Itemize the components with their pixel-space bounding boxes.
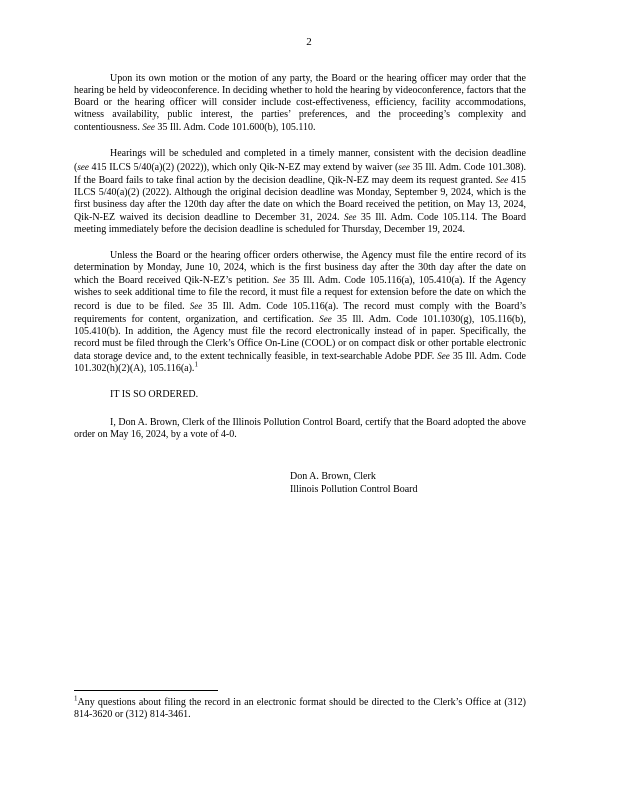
footnote-mark: 1 [74, 694, 78, 703]
hearing-schedule-paragraph [74, 148, 526, 236]
page-number: 2 [306, 36, 312, 48]
paragraph-text: 35 Ill. Adm. Code 101.308). If the Board fails to take final action by the decision deadline, Qik-N-EZ may deem its request granted. [74, 161, 527, 186]
so-ordered: IT IS SO ORDERED. [110, 389, 199, 401]
see-signal: See [319, 313, 332, 324]
paragraph-text: 415 ILCS 5/40(a)(2) (2022). Although the original decision deadline was Monday, September 9, 2024, which is the first business day after the 120th day after the date on which the Board received the petition, on May 13, 2024, Qik-N-EZ waived its decision deadline to December 31, 2024. [74, 174, 527, 223]
paragraph-text: 35 Ill. Adm. Code 101.302(h)(2)(A), 105.116(a). [74, 350, 526, 374]
paragraph-text: 35 Ill. Adm. Code 105.116(a), 105.410(a). If the Agency wishes to seek additional time to file the record, it must file a request for extension before the date on which the record is due to be filed. [74, 275, 527, 312]
see-signal: See [343, 211, 357, 222]
record-filing-paragraph [74, 250, 526, 375]
signature-title: Illinois Pollution Control Board [290, 483, 418, 495]
paragraph-text: Upon its own motion or the motion of any party, the Board or the hearing officer may order that the hearing be held by videoconference. In deciding whether to hold the hearing by videoconference, factors that the Board or the hearing officer will consider include cost-effectiveness, efficiency, facility accommodations, witness availability, public interest, the parties’ preferences, and the proceeding’s complexity and contentiousness. [74, 73, 526, 134]
paragraph-text: 35 Ill. Adm. Code 105.114. The Board meeting immediately before the decision deadline is scheduled for Thursday, December 19, 2024. [74, 211, 527, 236]
paragraph-text: 415 ILCS 5/40(a)(2) (2022)), which only Qik-N-EZ may extend by waiver ( [91, 161, 399, 173]
signature-name: Don A. Brown, Clerk [290, 471, 376, 483]
paragraph-text: Unless the Board or the hearing officer orders otherwise, the Agency must file the entire record of its determination by Monday, June 10, 2024, which is the first business day after the 30th day after the date on which the Board received Qik-N-EZ’s petition. [74, 250, 526, 287]
videoconference-paragraph [74, 73, 526, 134]
paragraph-text: 35 Ill. Adm. Code 105.116(a). The record must comply with the Board’s requirements for content, organization, and certification. [74, 300, 527, 325]
see-signal: See [273, 275, 286, 286]
see-signal: see [77, 161, 89, 172]
see-signal: See [189, 300, 203, 311]
paragraph-text: 35 Ill. Adm. Code 101.1030(g), 105.116(b), 105.410(b). In addition, the Agency must file the record electronically instead of in paper. Specifically, the record must be filed through the Clerk’s Office On-Line (COOL) or on compact disk or other portable electronic data storage device and, to the extent technically feasible, in text-searchable Adobe PDF. [74, 313, 526, 362]
citation: 35 Ill. Adm. Code 101.600(b), 105.110. [157, 122, 316, 134]
footnote-divider [74, 690, 218, 691]
see-signal: See [437, 350, 450, 361]
see-signal: see [398, 161, 410, 172]
order-body [74, 73, 526, 496]
paragraph-text: Hearings will be scheduled and completed in a timely manner, consistent with the decision deadline ( [74, 148, 526, 173]
signature-block [290, 471, 526, 496]
see-signal: See [142, 122, 155, 133]
footnote-reference[interactable]: 1 [194, 360, 198, 369]
footnote [74, 694, 526, 721]
clerk-certification: I, Don A. Brown, Clerk of the Illinois Pollution Control Board, certify that the Board adopted the above order on May 16, 2024, by a vote of 4-0. [74, 417, 526, 441]
see-signal: See [495, 174, 509, 185]
footnote-text: Any questions about filing the record in an electronic format should be directed to the Clerk’s Office at (312) 814-3620 or (312) 814-3461. [74, 697, 526, 721]
